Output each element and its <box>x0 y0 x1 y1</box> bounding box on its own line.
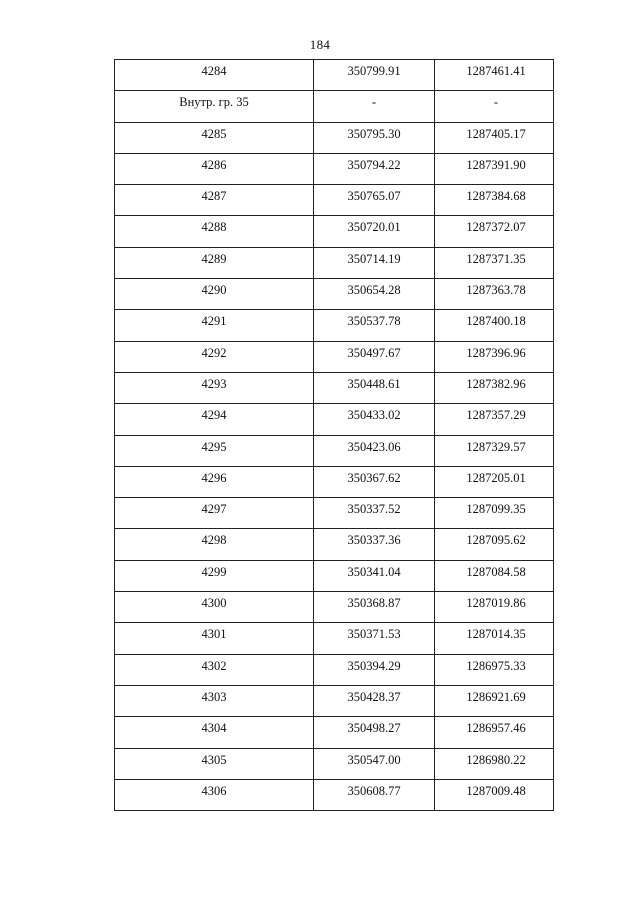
point-cell-text: 4302 <box>201 658 227 673</box>
table-row <box>115 529 554 560</box>
point-cell <box>115 466 314 497</box>
point-cell-text: 4290 <box>201 283 227 298</box>
x-coordinate-cell <box>314 529 435 560</box>
table-row <box>115 748 554 779</box>
x-coordinate-cell <box>314 717 435 748</box>
y-coordinate-cell-text: 1286957.46 <box>466 721 526 736</box>
point-cell-text: 4284 <box>201 64 227 78</box>
point-cell <box>115 279 314 310</box>
point-cell-text: 4288 <box>201 220 227 235</box>
x-coordinate-cell-text: 350608.77 <box>347 783 401 798</box>
x-coordinate-cell <box>314 60 435 91</box>
y-coordinate-cell <box>435 748 554 779</box>
point-cell-text: Внутр. гр. 35 <box>179 95 249 110</box>
y-coordinate-cell-text: 1287363.78 <box>466 283 526 298</box>
point-cell <box>115 122 314 153</box>
point-cell <box>115 685 314 716</box>
x-coordinate-cell <box>314 185 435 216</box>
y-coordinate-cell <box>435 216 554 247</box>
point-cell-text: 4289 <box>201 251 227 266</box>
point-cell <box>115 498 314 529</box>
point-cell <box>115 372 314 403</box>
table-row <box>115 341 554 372</box>
y-coordinate-cell <box>435 779 554 810</box>
x-coordinate-cell-text: 350537.78 <box>347 314 401 329</box>
y-coordinate-cell <box>435 435 554 466</box>
point-cell <box>115 560 314 591</box>
y-coordinate-cell-text: 1287382.96 <box>466 376 526 391</box>
x-coordinate-cell <box>314 435 435 466</box>
point-cell-text: 4300 <box>201 596 227 611</box>
x-coordinate-cell-text: 350497.67 <box>347 345 401 360</box>
table-row <box>115 122 554 153</box>
y-coordinate-cell-text: 1287095.62 <box>466 533 526 548</box>
x-coordinate-cell-text: 350337.52 <box>347 502 401 517</box>
point-cell-text: 4298 <box>201 533 227 548</box>
x-coordinate-cell-text: 350341.04 <box>347 564 401 579</box>
table-row <box>115 685 554 716</box>
y-coordinate-cell-text: 1287014.35 <box>466 627 526 642</box>
y-coordinate-cell <box>435 592 554 623</box>
table-row <box>115 185 554 216</box>
y-coordinate-cell-text: 1287405.17 <box>466 126 526 141</box>
table-row <box>115 654 554 685</box>
table-row <box>115 717 554 748</box>
y-coordinate-cell <box>435 341 554 372</box>
table-row <box>115 247 554 278</box>
point-cell-text: 4291 <box>201 314 227 329</box>
x-coordinate-cell-text: 350765.07 <box>347 189 401 204</box>
y-coordinate-cell <box>435 372 554 403</box>
y-coordinate-cell <box>435 466 554 497</box>
table-row <box>115 623 554 654</box>
x-coordinate-cell <box>314 216 435 247</box>
x-coordinate-cell-text: - <box>371 95 377 110</box>
point-cell <box>115 404 314 435</box>
x-coordinate-cell-text: 350498.27 <box>347 721 401 736</box>
y-coordinate-cell <box>435 623 554 654</box>
y-coordinate-cell-text: 1287384.68 <box>466 189 526 204</box>
x-coordinate-cell-text: 350795.30 <box>347 126 401 141</box>
x-coordinate-cell <box>314 685 435 716</box>
point-cell <box>115 748 314 779</box>
point-cell-text: 4304 <box>201 721 227 736</box>
point-cell <box>115 153 314 184</box>
y-coordinate-cell <box>435 717 554 748</box>
table-row <box>115 466 554 497</box>
table-row <box>115 216 554 247</box>
y-coordinate-cell-text: 1286921.69 <box>466 689 526 704</box>
y-coordinate-cell <box>435 122 554 153</box>
x-coordinate-cell-text: 350714.19 <box>347 251 401 266</box>
y-coordinate-cell <box>435 529 554 560</box>
x-coordinate-cell-text: 350367.62 <box>347 470 401 485</box>
point-cell-text: 4294 <box>201 408 227 423</box>
y-coordinate-cell-text: 1287461.41 <box>466 64 526 78</box>
y-coordinate-cell <box>435 654 554 685</box>
point-cell <box>115 60 314 91</box>
y-coordinate-cell <box>435 185 554 216</box>
table-row <box>115 498 554 529</box>
point-cell <box>115 717 314 748</box>
x-coordinate-cell-text: 350433.02 <box>347 408 401 423</box>
table-row <box>115 435 554 466</box>
coordinates-table-body <box>115 60 554 811</box>
y-coordinate-cell-text: 1287099.35 <box>466 502 526 517</box>
x-coordinate-cell-text: 350337.36 <box>347 533 401 548</box>
x-coordinate-cell <box>314 592 435 623</box>
y-coordinate-cell-text: 1286980.22 <box>466 752 526 767</box>
x-coordinate-cell <box>314 560 435 591</box>
x-coordinate-cell <box>314 310 435 341</box>
y-coordinate-cell-text: 1287205.01 <box>466 470 526 485</box>
y-coordinate-cell-text: 1287396.96 <box>466 345 526 360</box>
x-coordinate-cell-text: 350371.53 <box>347 627 401 642</box>
point-cell <box>115 247 314 278</box>
y-coordinate-cell <box>435 91 554 122</box>
y-coordinate-cell-text: 1287009.48 <box>466 783 526 798</box>
x-coordinate-cell <box>314 247 435 278</box>
x-coordinate-cell-text: 350368.87 <box>347 596 401 611</box>
y-coordinate-cell-text: 1287329.57 <box>466 439 526 454</box>
y-coordinate-cell-text: 1287019.86 <box>466 596 526 611</box>
point-cell-text: 4286 <box>201 157 227 172</box>
table-row <box>115 153 554 184</box>
y-coordinate-cell <box>435 279 554 310</box>
table-row <box>115 372 554 403</box>
x-coordinate-cell-text: 350448.61 <box>347 376 401 391</box>
table-row <box>115 779 554 810</box>
y-coordinate-cell-text: 1287391.90 <box>466 157 526 172</box>
point-cell <box>115 216 314 247</box>
y-coordinate-cell-text: 1287084.58 <box>466 564 526 579</box>
page-number: 184 <box>309 37 331 52</box>
table-row <box>115 310 554 341</box>
x-coordinate-cell-text: 350428.37 <box>347 689 401 704</box>
x-coordinate-cell <box>314 498 435 529</box>
table-row <box>115 279 554 310</box>
point-cell-text: 4303 <box>201 689 227 704</box>
point-cell-text: 4297 <box>201 502 227 517</box>
y-coordinate-cell <box>435 247 554 278</box>
table-row <box>115 560 554 591</box>
x-coordinate-cell-text: 350720.01 <box>347 220 401 235</box>
x-coordinate-cell <box>314 779 435 810</box>
point-cell-text: 4301 <box>201 627 227 642</box>
y-coordinate-cell <box>435 153 554 184</box>
y-coordinate-cell-text: 1287372.07 <box>466 220 526 235</box>
y-coordinate-cell-text: - <box>493 95 499 110</box>
point-cell <box>115 185 314 216</box>
point-cell <box>115 341 314 372</box>
x-coordinate-cell-text: 350423.06 <box>347 439 401 454</box>
point-cell-text: 4285 <box>201 126 227 141</box>
y-coordinate-cell <box>435 498 554 529</box>
point-cell <box>115 779 314 810</box>
point-cell <box>115 592 314 623</box>
point-cell-text: 4306 <box>201 783 227 798</box>
x-coordinate-cell <box>314 748 435 779</box>
x-coordinate-cell-text: 350394.29 <box>347 658 401 673</box>
x-coordinate-cell <box>314 654 435 685</box>
point-cell-text: 4299 <box>201 564 227 579</box>
x-coordinate-cell-text: 350547.00 <box>347 752 401 767</box>
y-coordinate-cell <box>435 404 554 435</box>
point-cell <box>115 310 314 341</box>
table-row <box>115 404 554 435</box>
point-cell <box>115 435 314 466</box>
x-coordinate-cell <box>314 466 435 497</box>
x-coordinate-cell <box>314 91 435 122</box>
y-coordinate-cell <box>435 685 554 716</box>
point-cell-text: 4296 <box>201 470 227 485</box>
x-coordinate-cell <box>314 623 435 654</box>
point-cell <box>115 91 314 122</box>
y-coordinate-cell <box>435 310 554 341</box>
table-row <box>115 91 554 122</box>
x-coordinate-cell <box>314 279 435 310</box>
table-row <box>115 60 554 91</box>
x-coordinate-cell <box>314 153 435 184</box>
point-cell <box>115 623 314 654</box>
y-coordinate-cell-text: 1287357.29 <box>466 408 526 423</box>
point-cell-text: 4292 <box>201 345 227 360</box>
x-coordinate-cell <box>314 122 435 153</box>
point-cell-text: 4295 <box>201 439 227 454</box>
point-cell-text: 4287 <box>201 189 227 204</box>
point-cell <box>115 529 314 560</box>
x-coordinate-cell-text: 350654.28 <box>347 283 401 298</box>
x-coordinate-cell-text: 350799.91 <box>347 64 401 78</box>
x-coordinate-cell <box>314 341 435 372</box>
point-cell <box>115 654 314 685</box>
point-cell-text: 4293 <box>201 376 227 391</box>
table-row <box>115 592 554 623</box>
y-coordinate-cell-text: 1287371.35 <box>466 251 526 266</box>
x-coordinate-cell-text: 350794.22 <box>347 157 401 172</box>
y-coordinate-cell-text: 1286975.33 <box>466 658 526 673</box>
y-coordinate-cell-text: 1287400.18 <box>466 314 526 329</box>
y-coordinate-cell <box>435 60 554 91</box>
point-cell-text: 4305 <box>201 752 227 767</box>
coordinates-table <box>114 59 554 811</box>
y-coordinate-cell <box>435 560 554 591</box>
x-coordinate-cell <box>314 404 435 435</box>
x-coordinate-cell <box>314 372 435 403</box>
